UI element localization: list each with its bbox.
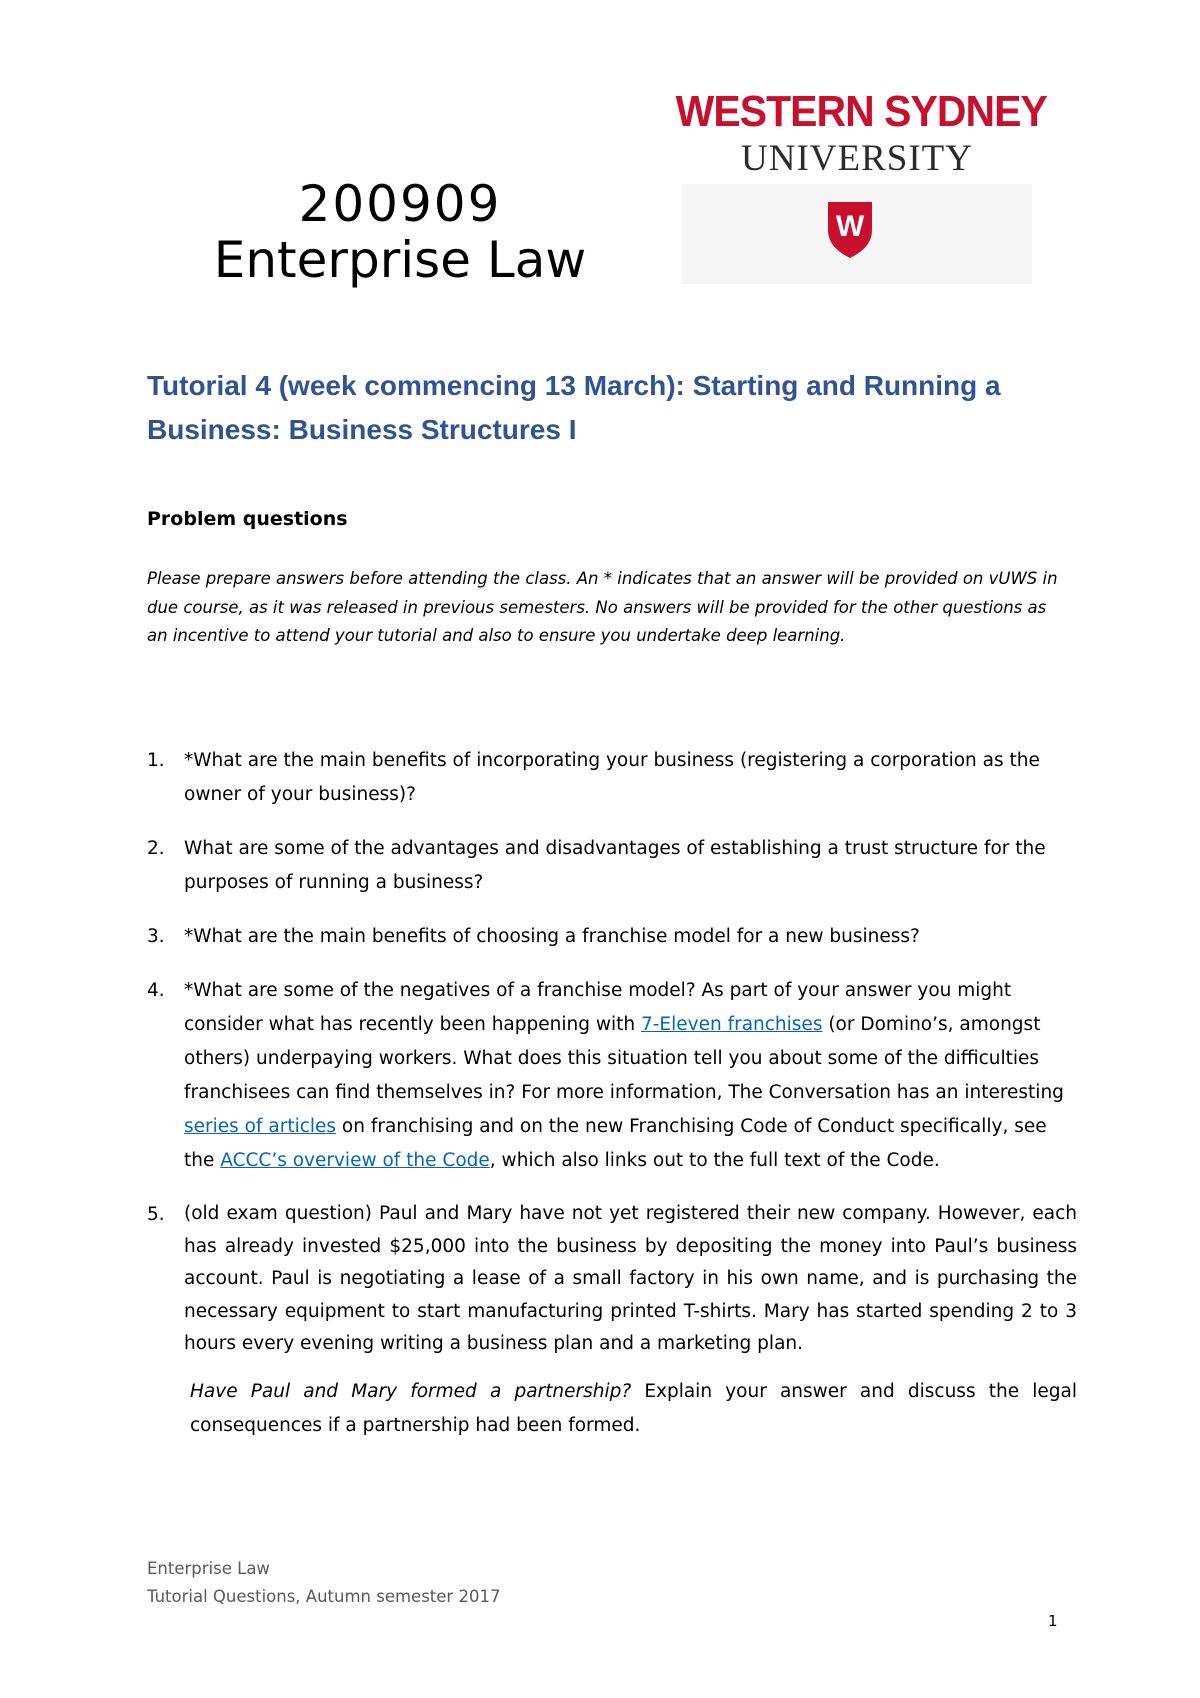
question-followup <box>184 1375 1077 1443</box>
question-number: 1. <box>147 750 165 771</box>
page-number: 1 <box>1048 1612 1058 1630</box>
list-item-question-1 <box>147 744 1077 812</box>
question-text: (old exam question) Paul and Mary have not yet registered their new company. However, each has already invested $25,000 into the business by depositing the money into Paul’s business account. Paul is negotiating a lease of a small factory in his own name, and is purchasing the necessary equipment to start manufacturing printed T-shirts. Mary has started spending 2 to 3 hours every evening writing a business plan and a marketing plan. <box>184 1203 1077 1354</box>
question-text-part: *What are some of the negatives of a franchise model? As part of your answer you might consider what has recently been happening with <box>184 980 1012 1035</box>
list-item-question-2 <box>147 832 1077 900</box>
list-item-question-5 <box>147 1198 1077 1443</box>
shield-letter: W <box>835 210 865 243</box>
question-number: 5. <box>147 1204 165 1225</box>
question-number: 2. <box>147 838 165 859</box>
course-name: Enterprise Law <box>213 231 587 289</box>
link-7-eleven-franchises[interactable]: 7-Eleven franchises <box>640 1014 823 1035</box>
logo-wordmark-sub: UNIVERSITY <box>741 138 973 179</box>
intro-instructions: Please prepare answers before attending the class. An * indicates that an answer will be provided on vUWS in due course, as it was released in previous semesters. No answers will be provided for the other questions as an incentive to attend your tutorial and also to ensure you undertake deep learning. <box>147 569 1058 645</box>
list-item-question-4 <box>147 974 1077 1178</box>
question-text <box>184 974 1077 1178</box>
question-number: 4. <box>147 980 165 1001</box>
question-list <box>147 744 1077 1463</box>
link-series-of-articles[interactable]: series of articles <box>184 1116 337 1137</box>
shield-icon <box>826 200 874 260</box>
course-code: 200909 <box>298 175 502 233</box>
footer-course-name: Enterprise Law <box>147 1559 270 1578</box>
footer-semester: Tutorial Questions, Autumn semester 2017 <box>147 1587 501 1606</box>
university-logo <box>662 88 1052 284</box>
list-item-question-3 <box>147 920 1077 954</box>
logo-wordmark-top: WESTERN SYDNEY <box>675 87 1047 136</box>
problem-questions-heading: Problem questions <box>147 508 348 530</box>
course-title-block <box>150 176 650 288</box>
question-text-part: (or Domino’s, amongst others) underpaying workers. What does this situation tell you about some of the difficulties franchisees can find themselves in? For more information, The Conversation has an interesting <box>184 1014 1064 1103</box>
followup-italic-question: Have Paul and Mary formed a partnership? <box>190 1380 632 1402</box>
question-text: *What are the main benefits of incorporating your business (registering a corporation as the owner of your business)? <box>184 750 1040 805</box>
question-text: What are some of the advantages and disadvantages of establishing a trust structure for the purposes of running a business? <box>184 838 1046 893</box>
link-accc-overview[interactable]: ACCC’s overview of the Code <box>220 1150 490 1171</box>
question-text: *What are the main benefits of choosing a franchise model for a new business? <box>184 926 920 947</box>
followup-instruction: Explain your answer and discuss the legal consequences if a partnership had been formed. <box>190 1380 1078 1436</box>
question-number: 3. <box>147 926 165 947</box>
question-text-part: , which also links out to the full text of the Code. <box>489 1150 940 1171</box>
page-footer <box>147 1555 500 1611</box>
tutorial-title: Tutorial 4 (week commencing 13 March): Starting and Running a Business: Business Structures I <box>147 370 1001 445</box>
question-text-part: on franchising and on the new Franchising Code of Conduct specifically, see the <box>184 1116 1047 1171</box>
